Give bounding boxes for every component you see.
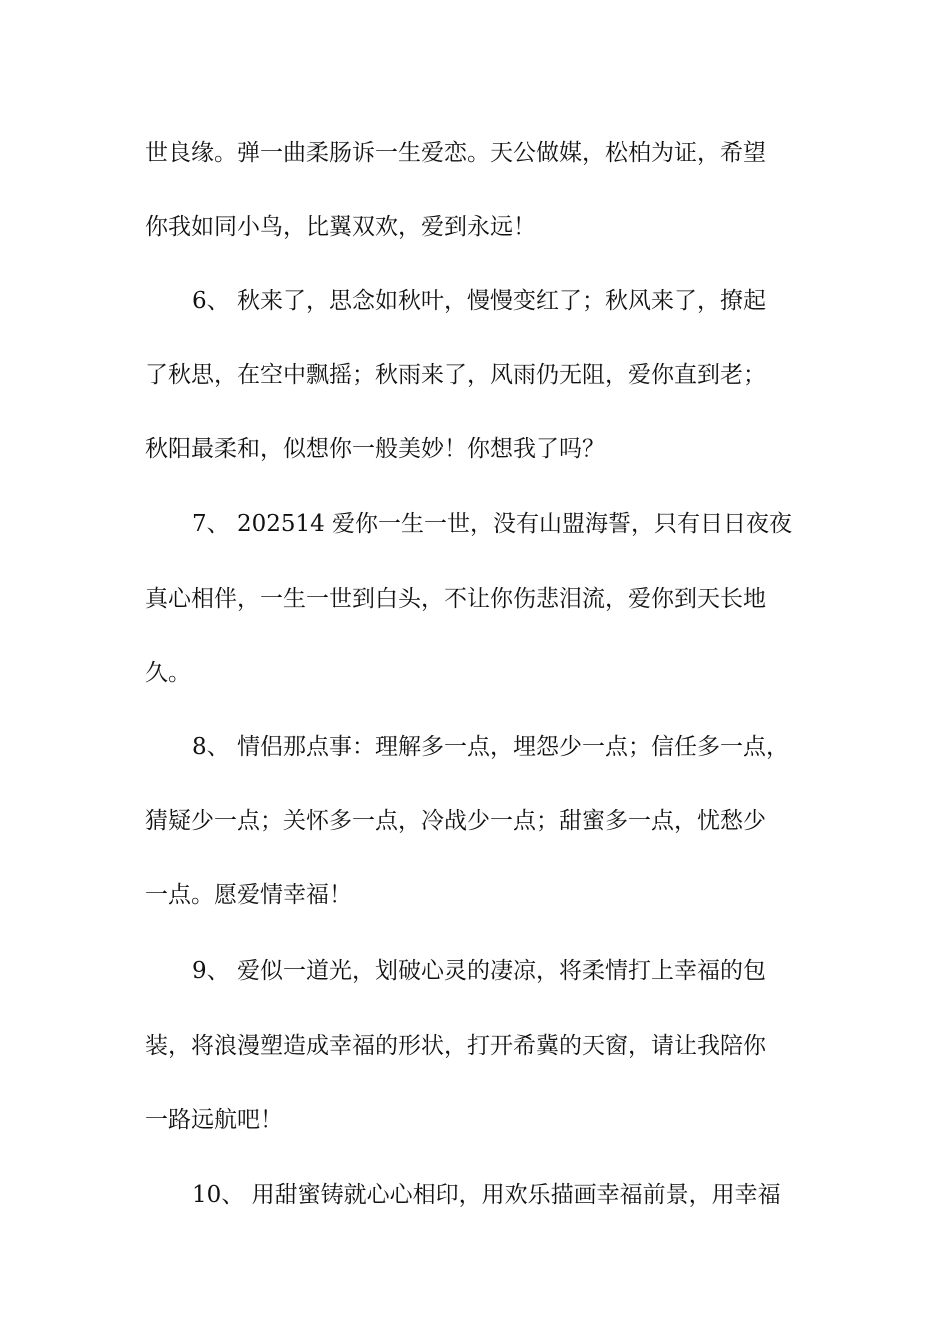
- text-line: 一路远航吧！: [145, 1107, 283, 1133]
- text-line: 9、 爱似一道光，划破心灵的凄凉，将柔情打上幸福的包: [192, 958, 766, 984]
- text-line: 你我如同小鸟，比翼双欢，爱到永远！: [145, 214, 536, 240]
- text-line: 一点。愿爱情幸福！: [145, 882, 352, 908]
- text-line: 秋阳最柔和，似想你一般美妙！你想我了吗？: [145, 436, 605, 462]
- text-line: 6、 秋来了，思念如秋叶，慢慢变红了；秋风来了，撩起: [192, 288, 766, 314]
- text-line: 久。: [145, 660, 191, 686]
- text-line: 猜疑少一点；关怀多一点，冷战少一点；甜蜜多一点，忧愁少: [145, 808, 766, 834]
- text-line: 8、 情侣那点事：理解多一点，埋怨少一点；信任多一点，: [192, 734, 789, 760]
- text-line: 真心相伴，一生一世到白头，不让你伤悲泪流，爱你到天长地: [145, 586, 766, 612]
- text-line: 了秋思，在空中飘摇；秋雨来了，风雨仍无阻，爱你直到老；: [145, 362, 766, 388]
- text-line: 装，将浪漫塑造成幸福的形状，打开希冀的天窗，请让我陪你: [145, 1033, 766, 1059]
- text-line: 10、 用甜蜜铸就心心相印，用欢乐描画幸福前景，用幸福: [192, 1182, 781, 1208]
- text-line: 7、 202514 爱你一生一世，没有山盟海誓，只有日日夜夜: [192, 511, 793, 537]
- text-line: 世良缘。弹一曲柔肠诉一生爱恋。天公做媒，松柏为证，希望: [145, 140, 766, 166]
